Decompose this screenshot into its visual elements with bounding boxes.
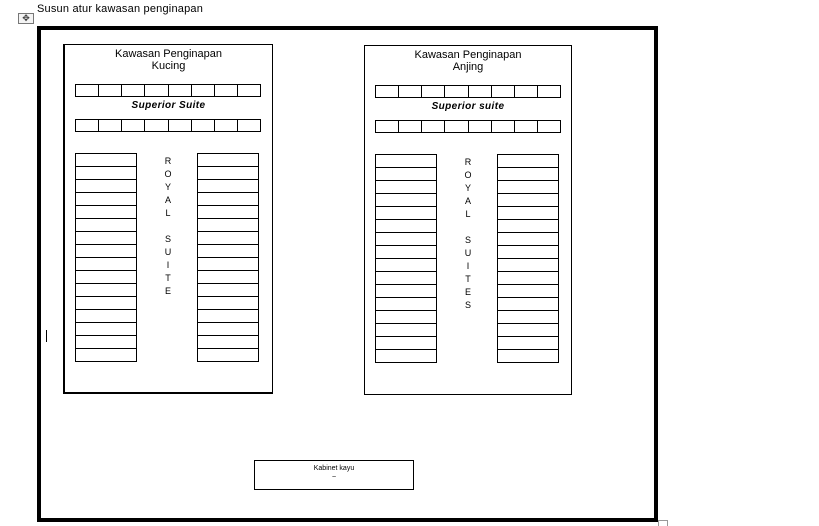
- royal-suite-room: [498, 285, 558, 298]
- royal-suite-room: [198, 297, 258, 310]
- room-cell: [422, 86, 445, 97]
- room-cell: [422, 121, 445, 132]
- royal-suite-room: [198, 219, 258, 232]
- superior-suite-row-bottom: [375, 120, 561, 133]
- royal-suite-room: [76, 154, 136, 167]
- royal-suite-room: [198, 206, 258, 219]
- vertical-letter: U: [464, 248, 472, 258]
- vertical-letter: Y: [464, 183, 471, 193]
- royal-suite-room: [498, 220, 558, 233]
- cabinet-label: Kabinet kayu: [313, 465, 355, 472]
- royal-suite-column-right: [197, 153, 259, 362]
- royal-suite-room: [198, 154, 258, 167]
- room-cell: [445, 86, 468, 97]
- room-cell: [376, 121, 399, 132]
- dog-area-title-line1: Kawasan Penginapan: [414, 49, 522, 61]
- move-handle-icon[interactable]: ✥: [18, 13, 34, 24]
- room-cell: [215, 120, 238, 131]
- royal-suite-room: [498, 181, 558, 194]
- royal-suite-room: [498, 155, 558, 168]
- vertical-letter: L: [465, 209, 471, 219]
- vertical-letter: T: [465, 274, 471, 284]
- royal-suite-room: [76, 232, 136, 245]
- royal-suite-room: [76, 284, 136, 297]
- royal-suite-room: [376, 194, 436, 207]
- royal-suite-room: [376, 181, 436, 194]
- room-cell: [399, 121, 422, 132]
- room-cell: [469, 121, 492, 132]
- vertical-letter: S: [464, 300, 471, 310]
- room-cell: [169, 85, 192, 96]
- royal-suite-room: [76, 206, 136, 219]
- vertical-letter: I: [466, 261, 470, 271]
- vertical-letter: T: [165, 273, 171, 283]
- superior-suite-row-bottom: [75, 119, 261, 132]
- royal-suite-room: [498, 337, 558, 350]
- room-cell: [169, 120, 192, 131]
- royal-suite-room: [76, 349, 136, 362]
- superior-suite-row-top: [75, 84, 261, 97]
- royal-suite-room: [498, 324, 558, 337]
- room-cell: [99, 85, 122, 96]
- royal-suite-room: [76, 271, 136, 284]
- superior-suite-label: Superior Suite: [131, 100, 206, 111]
- royal-suite-room: [76, 310, 136, 323]
- royal-suite-room: [76, 297, 136, 310]
- royal-suite-room: [198, 349, 258, 362]
- royal-suite-room: [498, 168, 558, 181]
- royal-suite-room: [376, 233, 436, 246]
- vertical-letter: R: [464, 157, 472, 167]
- room-cell: [399, 86, 422, 97]
- vertical-letter: [458, 221, 478, 234]
- room-cell: [122, 120, 145, 131]
- royal-suite-room: [198, 245, 258, 258]
- royal-suite-room: [498, 350, 558, 363]
- royal-suite-room: [76, 245, 136, 258]
- royal-suite-label: [158, 155, 178, 298]
- royal-suite-room: [498, 259, 558, 272]
- royal-suite-room: [76, 193, 136, 206]
- royal-suite-room: [376, 324, 436, 337]
- royal-suite-room: [76, 258, 136, 271]
- royal-suite-room: [498, 207, 558, 220]
- room-cell: [445, 121, 468, 132]
- royal-suite-room: [198, 284, 258, 297]
- wooden-cabinet: [254, 460, 414, 490]
- royal-suite-room: [376, 155, 436, 168]
- royal-suite-room: [198, 193, 258, 206]
- room-cell: [238, 120, 260, 131]
- superior-suite-label: Superior suite: [431, 101, 505, 112]
- royal-suite-column-right: [497, 154, 559, 363]
- room-cell: [76, 120, 99, 131]
- royal-suite-room: [198, 180, 258, 193]
- royal-suite-room: [198, 310, 258, 323]
- vertical-letter: L: [165, 208, 171, 218]
- cat-area-title-line1: Kawasan Penginapan: [114, 48, 223, 60]
- vertical-letter: E: [164, 286, 171, 296]
- royal-suite-room: [498, 194, 558, 207]
- royal-suite-room: [76, 219, 136, 232]
- room-cell: [538, 121, 560, 132]
- dog-area-title: [365, 49, 571, 73]
- room-cell: [76, 85, 99, 96]
- cat-area-title-line2: Kucing: [151, 60, 186, 72]
- dog-area-title-line2: Anjing: [452, 61, 484, 73]
- vertical-letter: I: [166, 260, 170, 270]
- royal-suite-room: [198, 167, 258, 180]
- royal-suite-room: [376, 272, 436, 285]
- room-cell: [492, 121, 515, 132]
- cabinet-mark: ~: [331, 474, 337, 481]
- vertical-letter: R: [164, 156, 172, 166]
- royal-suite-room: [76, 180, 136, 193]
- room-cell: [238, 85, 260, 96]
- cat-area-title: [65, 48, 272, 72]
- room-cell: [145, 85, 168, 96]
- room-cell: [99, 120, 122, 131]
- room-cell: [192, 85, 215, 96]
- royal-suite-room: [498, 311, 558, 324]
- dog-area-panel: [364, 45, 572, 395]
- vertical-letter: O: [464, 170, 472, 180]
- royal-suite-room: [76, 336, 136, 349]
- page-corner-handle[interactable]: [658, 520, 668, 526]
- room-cell: [192, 120, 215, 131]
- vertical-letter: A: [164, 195, 171, 205]
- room-cell: [515, 121, 538, 132]
- royal-suite-room: [376, 337, 436, 350]
- room-cell: [538, 86, 560, 97]
- room-cell: [469, 86, 492, 97]
- royal-suite-room: [76, 167, 136, 180]
- room-cell: [215, 85, 238, 96]
- room-cell: [376, 86, 399, 97]
- vertical-letter: E: [464, 287, 471, 297]
- cat-area-panel: [63, 44, 273, 394]
- vertical-letter: A: [464, 196, 471, 206]
- vertical-letter: S: [164, 234, 171, 244]
- royal-suite-room: [198, 232, 258, 245]
- royal-suite-room: [376, 350, 436, 363]
- royal-suite-room: [376, 168, 436, 181]
- royal-suite-room: [498, 233, 558, 246]
- royal-suite-room: [198, 271, 258, 284]
- royal-suite-room: [498, 298, 558, 311]
- vertical-letter: O: [164, 169, 172, 179]
- superior-suite-row-top: [375, 85, 561, 98]
- royal-suite-room: [376, 246, 436, 259]
- vertical-letter: U: [164, 247, 172, 257]
- room-cell: [145, 120, 168, 131]
- royal-suite-room: [376, 311, 436, 324]
- royal-suite-room: [376, 285, 436, 298]
- royal-suite-room: [376, 298, 436, 311]
- vertical-letter: Y: [164, 182, 171, 192]
- royal-suite-room: [198, 258, 258, 271]
- royal-suite-room: [76, 323, 136, 336]
- document-title: Susun atur kawasan penginapan: [37, 3, 204, 15]
- royal-suite-room: [498, 246, 558, 259]
- royal-suite-room: [376, 220, 436, 233]
- royal-suite-column-left: [75, 153, 137, 362]
- vertical-letter: S: [464, 235, 471, 245]
- royal-suite-room: [498, 272, 558, 285]
- royal-suite-room: [198, 336, 258, 349]
- royal-suite-room: [376, 207, 436, 220]
- room-cell: [515, 86, 538, 97]
- royal-suite-room: [376, 259, 436, 272]
- royal-suite-room: [198, 323, 258, 336]
- room-cell: [122, 85, 145, 96]
- royal-suite-column-left: [375, 154, 437, 363]
- vertical-letter: [158, 220, 178, 233]
- room-cell: [492, 86, 515, 97]
- royal-suites-label: [458, 156, 478, 312]
